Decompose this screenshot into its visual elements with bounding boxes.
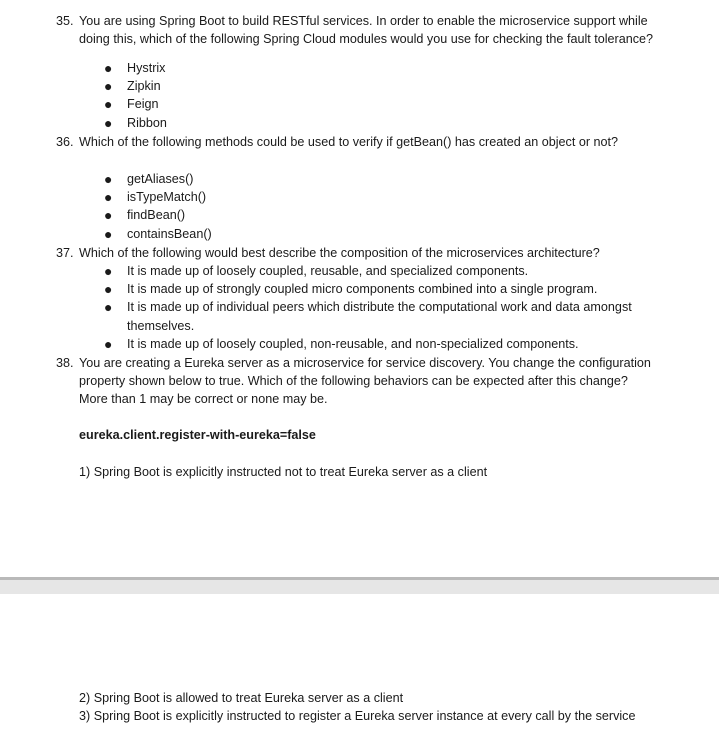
option-item [104,188,664,206]
option-item [104,77,664,95]
option-text: It is made up of loosely coupled, non-reusable, and non-specialized components. [127,336,579,351]
option-text: It is made up of loosely coupled, reusable, and specialized components. [127,264,529,278]
option-text: It is made up of strongly coupled micro components combined into a single program. [127,282,598,297]
option-item [104,206,664,224]
answer-statement-2: 2) Spring Boot is allowed to treat Eureka server as a client [79,691,404,705]
question-number: 37. [56,246,74,260]
bullet-icon: ● [104,225,113,242]
bullet-icon: ● [104,281,113,298]
question-text: Which of the following methods could be used to verify if getBean() has created an object or not? [79,135,619,149]
option-text: It is made up of individual peers which distribute the computational work and data amongst themselves. [127,300,632,333]
option-list-35 [104,59,664,132]
bullet-icon: ● [104,335,113,352]
bullet-icon: ● [104,114,113,131]
answer-statement-1: 1) Spring Boot is explicitly instructed not to treat Eureka server as a client [79,465,488,479]
page-separator [0,577,719,594]
bullet-icon: ● [104,189,113,206]
option-item [104,335,664,353]
option-item [104,262,664,280]
option-item [104,280,664,298]
option-text: getAliases() [127,172,194,186]
option-item [104,298,647,334]
bullet-icon: ● [104,78,113,95]
question-number: 35. [56,14,74,28]
bullet-icon: ● [104,60,113,76]
question-number: 38. [56,356,74,370]
bullet-icon: ● [104,207,113,224]
question-number: 36. [56,135,74,149]
option-item [104,114,664,132]
bullet-icon: ● [104,299,113,316]
option-list-37 [104,262,664,353]
answer-statement-3: 3) Spring Boot is explicitly instructed to register a Eureka server instance at every call by the service [79,709,636,723]
question-text: Which of the following would best describe the composition of the microservices architecture? [79,246,600,260]
option-item [104,170,664,188]
option-text: isTypeMatch() [127,190,207,205]
option-item [104,59,664,77]
page-separator-edge [0,577,719,580]
bullet-icon: ● [104,171,113,187]
option-text: containsBean() [127,226,212,241]
option-text: Zipkin [127,79,161,94]
bullet-icon: ● [104,263,113,279]
option-text: Feign [127,97,159,112]
option-list-36 [104,170,664,243]
question-text: You are creating a Eureka server as a microservice for service discovery. You change the configuration property shown below to true. Which of the following behaviors can be expected after this change? More than 1 may be correct or none may be. [79,356,651,407]
option-item [104,225,664,243]
config-property: eureka.client.register-with-eureka=false [79,428,316,442]
option-text: Hystrix [127,61,166,75]
option-text: findBean() [127,208,186,223]
document-page-2 [0,594,719,744]
option-text: Ribbon [127,115,167,130]
question-text: You are using Spring Boot to build RESTful services. In order to enable the microservice support while doing this, which of the following Spring Cloud modules would you use for checking the fault tolerance? [79,14,654,47]
bullet-icon: ● [104,96,113,113]
option-item [104,95,664,113]
